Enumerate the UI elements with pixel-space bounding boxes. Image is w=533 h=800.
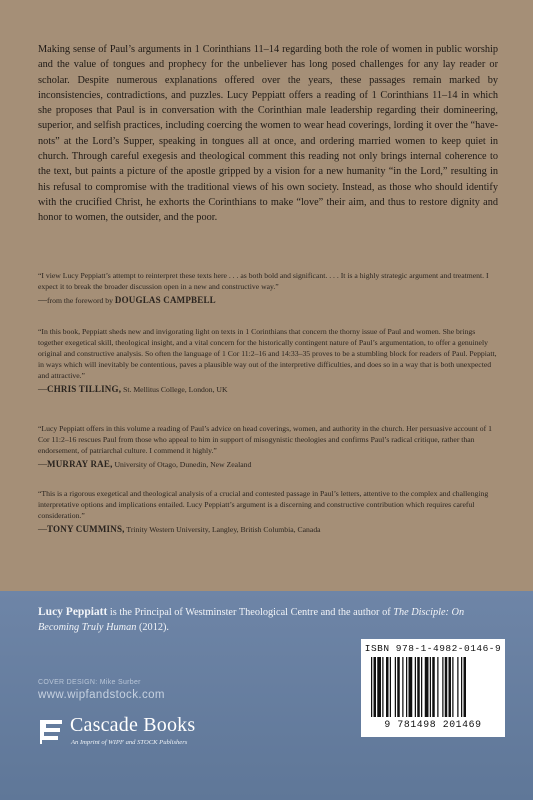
isbn-barcode xyxy=(361,639,505,737)
author-book-title: The Disciple: On Becoming Truly Human xyxy=(38,607,465,633)
cascade-logo-icon xyxy=(38,716,64,746)
endorser-affiliation: University of Otago, Dunedin, New Zealand xyxy=(112,460,252,469)
publisher-imprint: An Imprint of WIPF and STOCK Publishers xyxy=(71,739,188,746)
attribution-dash: — xyxy=(38,524,47,534)
endorsement-quote-2 xyxy=(38,326,498,395)
quote-text: “In this book, Peppiatt sheds new and invigorating light on texts in 1 Corinthians that concern the thorny issue of Paul and women. She brings together exegetical skill, theological insight, and a vital concern for the historically contingent nature of Paul’s argumentation, to offer a genuinely original and constructive analysis. So often the language of 1 Cor 11:2–16 and 14:33–35 proves to be a stumbling block for readers of Paul. Peppiatt, in ways which will inevitably be contentious, paves a plausible way out of the interpretive difficulties, and does so in a way that is both unexpected and attractive.” xyxy=(38,327,497,380)
endorsement-quote-3 xyxy=(38,423,498,470)
author-bio xyxy=(38,605,498,635)
endorser-affiliation: St. Mellitus College, London, UK xyxy=(121,385,228,394)
author-book-year: (2012). xyxy=(136,621,169,633)
quote-attribution xyxy=(38,524,498,535)
isbn-label: ISBN 978-1-4982-0146-9 xyxy=(364,643,502,654)
author-name: Lucy Peppiatt xyxy=(38,606,108,618)
author-bio-text: is the Principal of Westminster Theological Centre and the author of xyxy=(107,607,394,618)
endorser-affiliation: Trinity Western University, Langley, British Columbia, Canada xyxy=(124,525,321,534)
quote-attribution xyxy=(38,295,498,306)
back-cover-lower-panel xyxy=(0,591,533,800)
quote-attribution xyxy=(38,384,498,395)
cover-design-credit: COVER DESIGN: Mike Surber xyxy=(38,679,141,686)
publisher-website: www.wipfandstock.com xyxy=(38,689,165,701)
publisher-logo xyxy=(38,712,238,756)
quote-text: “Lucy Peppiatt offers in this volume a reading of Paul’s advice on head coverings, women, and authority in the church. Her persuasive account of 1 Cor 11:2–16 rescues Paul from those who appeal to him in support of misogynistic theologies and confirms Paul’s radical critique, rather than endorsement, of patriarchal culture. I commend it highly.” xyxy=(38,424,492,455)
endorsement-quote-4 xyxy=(38,488,498,535)
attribution-dash: — xyxy=(38,384,47,394)
publisher-name: Cascade Books xyxy=(70,714,196,736)
barcode-digits: 9 781498 201469 xyxy=(384,719,482,730)
attribution-dash: — xyxy=(38,459,47,469)
quote-text: “This is a rigorous exegetical and theological analysis of a crucial and contested passage in Paul’s letters, attentive to the complex and challenging interpretative options and implications entailed. Lucy Peppiatt’s argument is a discerning and constructive contribution which requires careful consideration.” xyxy=(38,489,489,520)
attribution-prefix: from the foreword by xyxy=(47,296,115,305)
endorsement-quote-1 xyxy=(38,270,498,306)
endorser-name: MURRAY RAE, xyxy=(47,459,113,469)
endorser-name: DOUGLAS CAMPBELL xyxy=(114,295,216,305)
endorser-name: CHRIS TILLING, xyxy=(47,384,122,394)
quote-attribution xyxy=(38,459,498,470)
endorser-name: TONY CUMMINS, xyxy=(47,524,125,534)
attribution-dash: — xyxy=(38,295,47,305)
barcode-bars xyxy=(371,657,495,717)
book-description: Making sense of Paul’s arguments in 1 Corinthians 11–14 regarding both the role of women in public worship and the value of tongues and prophecy for the unbeliever has long posed challenges for any lay reader or scholar. Despite numerous explanations offered over the years, these passages remain marked by inconsistencies, contradictions, and puzzles. Lucy Peppiatt offers a reading of 1 Corinthians 11–14 in which she proposes that Paul is in conversation with the Corinthian male leadership regarding their domineering, superior, and selfish practices, including coercing the women to wear head coverings, lording it over the “have-nots” at the Lord’s Supper, speaking in tongues all at once, and ordering married women to keep quiet in church. Through careful exegesis and theological comment this reading not only brings internal coherence to the text, but paints a picture of the apostle gripped by a vision for a new humanity “in the Lord,” resulting in his refusal to compromise with the traditional views of his own society. Instead, as those who should identify with the crucified Christ, he exhorts the Corinthians to make “love” their aim, and thus to restore dignity and honor to women, the outsider, and the poor. xyxy=(38,44,498,224)
quote-text: “I view Lucy Peppiatt’s attempt to reinterpret these texts here . . . as both bold and significant. . . . It is a highly strategic argument and treatment. I expect it to break the broader discussion open in a new and constructive way.” xyxy=(38,271,489,291)
